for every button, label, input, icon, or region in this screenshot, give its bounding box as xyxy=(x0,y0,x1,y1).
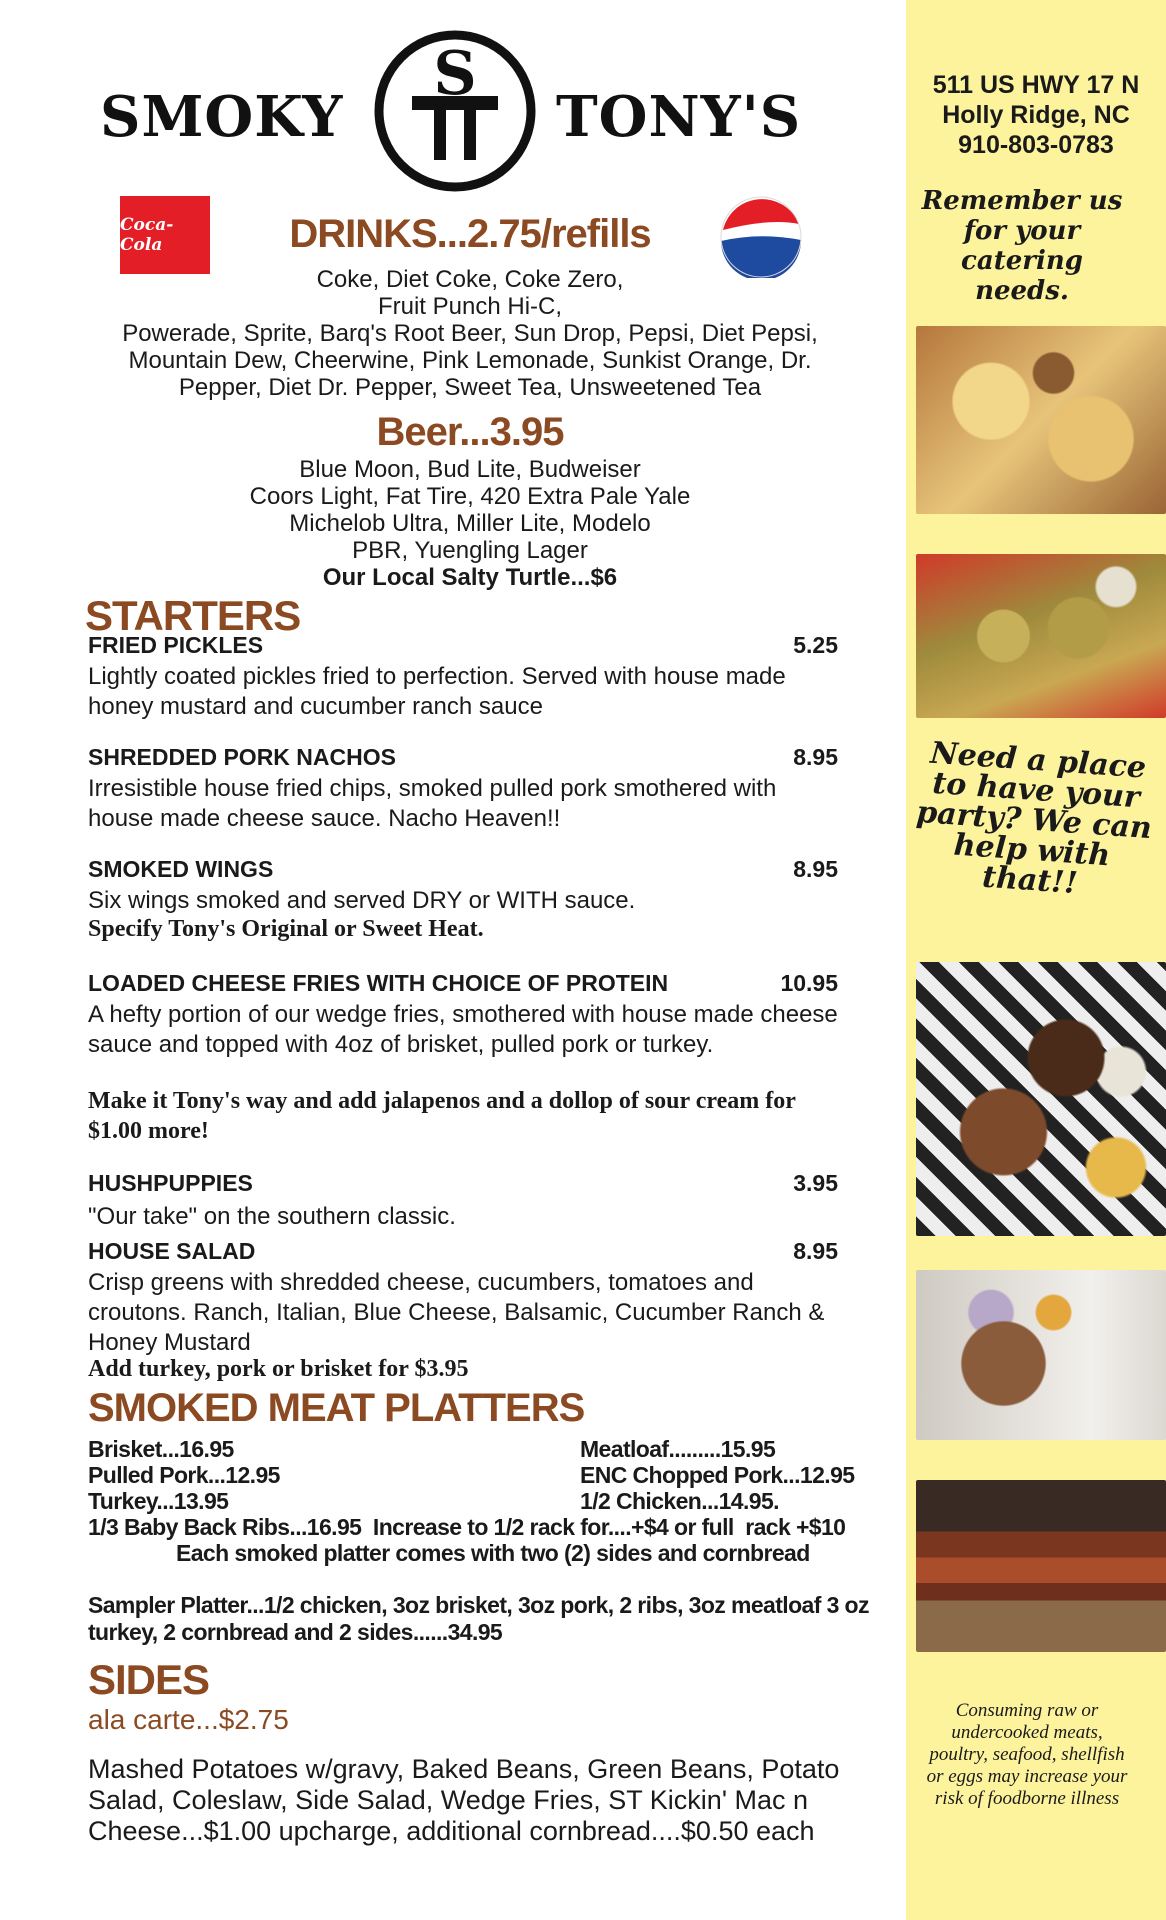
starter-note: Specify Tony's Original or Sweet Heat. xyxy=(88,916,484,942)
starter-price: 8.95 xyxy=(793,1238,838,1264)
beer-list xyxy=(100,456,840,591)
platter-item: Brisket...16.95 xyxy=(88,1436,234,1462)
starters-heading: STARTERS xyxy=(85,592,301,639)
beer-heading: Beer...3.95 xyxy=(376,410,564,454)
brand-logo xyxy=(372,28,538,194)
platter-note: Each smoked platter comes with two (2) sides and cornbread xyxy=(176,1540,810,1566)
platter-item: Pulled Pork...12.95 xyxy=(88,1462,280,1488)
starter-desc: "Our take" on the southern classic. xyxy=(88,1203,456,1230)
beer-line: Coors Light, Fat Tire, 420 Extra Pale Yale xyxy=(249,483,691,510)
starter-name: SMOKED WINGS xyxy=(88,856,274,882)
platter-item: ENC Chopped Pork...12.95 xyxy=(580,1462,855,1488)
address-line: Holly Ridge, NC xyxy=(942,101,1130,129)
starter-price: 5.25 xyxy=(793,632,838,658)
coca-cola-logo-text: Coca-Cola xyxy=(120,215,174,255)
sides-list: Mashed Potatoes w/gravy, Baked Beans, Green Beans, Potato Salad, Coleslaw, Side Salad, Wedge Fries, ST Kickin' Mac n Cheese...$1.00 upcharge, additional cornbread....$0.50 each xyxy=(88,1754,840,1846)
sides-heading: SIDES xyxy=(88,1656,210,1703)
starter-desc: Lightly coated pickles fried to perfection. Served with house made honey mustard and cucumber ranch sauce xyxy=(88,663,786,720)
sides-subheading: ala carte...$2.75 xyxy=(88,1704,289,1735)
beer-line: PBR, Yuengling Lager xyxy=(352,537,588,564)
bbq-plate-photo xyxy=(916,1270,1166,1440)
ribs-photo xyxy=(916,1480,1166,1652)
starter-price: 10.95 xyxy=(780,970,838,996)
catering-note: Remember us for your catering needs. xyxy=(921,186,1123,306)
starter-name: SHREDDED PORK NACHOS xyxy=(88,744,396,770)
phone-number: 910-803-0783 xyxy=(958,131,1114,159)
drinks-line: Coke, Diet Coke, Coke Zero, xyxy=(316,266,624,293)
drinks-list xyxy=(100,266,840,401)
logo-s-letter: S xyxy=(433,39,477,109)
platter-item: Meatloaf.........15.95 xyxy=(580,1436,776,1462)
drinks-line: Powerade, Sprite, Barq's Root Beer, Sun Drop, Pepsi, Diet Pepsi, xyxy=(122,320,818,347)
platter-item: 1/2 Chicken...14.95. xyxy=(580,1488,779,1514)
bbq-tray-photo xyxy=(916,962,1166,1236)
starter-name: FRIED PICKLES xyxy=(88,632,264,658)
drinks-line: Mountain Dew, Cheerwine, Pink Lemonade, Sunkist Orange, Dr. xyxy=(128,347,812,374)
starter-note: Make it Tony's way and add jalapenos and a dollop of sour cream for $1.00 more! xyxy=(88,1088,796,1144)
beer-local: Our Local Salty Turtle...$6 xyxy=(322,564,618,591)
fried-pickles-photo xyxy=(916,554,1166,718)
starter-price: 8.95 xyxy=(793,856,838,882)
party-note: Need a place to have your party? We can help with that!! xyxy=(915,735,1153,902)
starter-desc: A hefty portion of our wedge fries, smothered with house made cheese sauce and topped with 4oz of brisket, pulled pork or turkey. xyxy=(88,1001,838,1058)
beer-line: Michelob Ultra, Miller Lite, Modelo xyxy=(289,510,651,537)
starter-desc: Irresistible house fried chips, smoked pulled pork smothered with house made cheese sauce. Nacho Heaven!! xyxy=(88,775,777,832)
platter-ribs: 1/3 Baby Back Ribs...16.95 Increase to 1/2 rack for....+$4 or full rack +$10 xyxy=(88,1514,846,1540)
starter-price: 3.95 xyxy=(793,1170,838,1196)
brand-right-word: TONY'S xyxy=(556,84,802,150)
starter-desc: Six wings smoked and served DRY or WITH sauce. xyxy=(88,887,636,914)
starter-note: Add turkey, pork or brisket for $3.95 xyxy=(88,1356,469,1382)
cheese-fries-photo xyxy=(916,326,1166,514)
address-line: 511 US HWY 17 N xyxy=(932,71,1140,99)
starter-name: HUSHPUPPIES xyxy=(88,1170,253,1196)
drinks-line: Pepper, Diet Dr. Pepper, Sweet Tea, Unsweetened Tea xyxy=(178,374,762,401)
drinks-heading: DRINKS...2.75/refills xyxy=(289,212,651,256)
starter-name: HOUSE SALAD xyxy=(88,1238,256,1264)
starter-desc: Crisp greens with shredded cheese, cucumbers, tomatoes and croutons. Ranch, Italian, Blue Cheese, Balsamic, Cucumber Ranch & Honey Mustard xyxy=(88,1269,825,1356)
sampler-platter: Sampler Platter...1/2 chicken, 3oz brisket, 3oz pork, 2 ribs, 3oz meatloaf 3 oz turkey, 2 cornbread and 2 sides......34.95 xyxy=(88,1592,869,1645)
brand-left-word: SMOKY xyxy=(100,84,344,150)
starter-name: LOADED CHEESE FRIES WITH CHOICE OF PROTEIN xyxy=(88,970,669,996)
food-safety-warning: Consuming raw or undercooked meats, poultry, seafood, shellfish or eggs may increase your risk of foodborne illness xyxy=(926,1700,1128,1809)
address-block xyxy=(906,70,1166,160)
platters-heading: SMOKED MEAT PLATTERS xyxy=(88,1386,585,1430)
drinks-line: Fruit Punch Hi-C, xyxy=(377,293,563,320)
platter-item: Turkey...13.95 xyxy=(88,1488,229,1514)
starter-price: 8.95 xyxy=(793,744,838,770)
beer-line: Blue Moon, Bud Lite, Budweiser xyxy=(299,456,641,483)
